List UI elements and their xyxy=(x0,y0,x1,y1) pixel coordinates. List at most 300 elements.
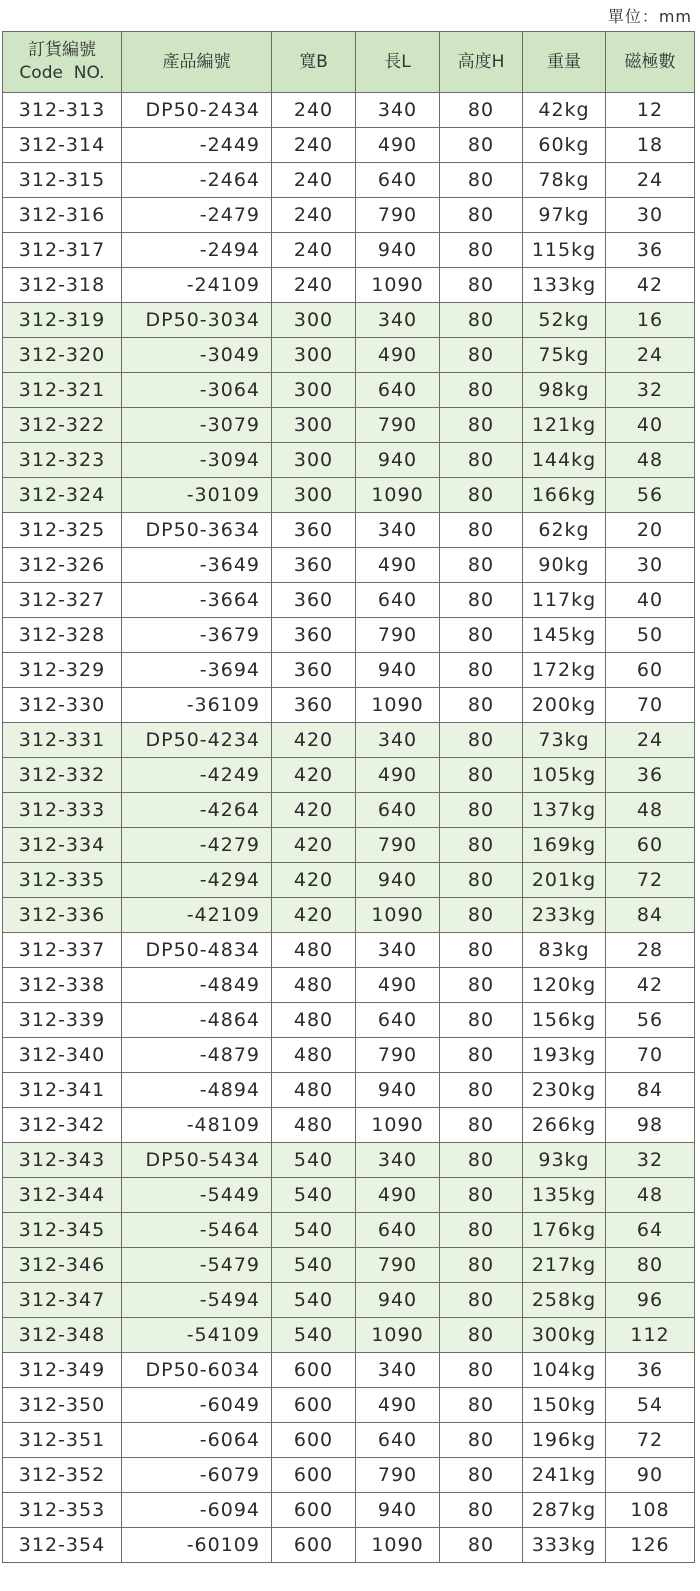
cell-code: 312-313 xyxy=(3,93,122,128)
cell-poles: 60 xyxy=(606,653,695,688)
cell-model: -4294 xyxy=(122,863,272,898)
cell-height: 80 xyxy=(440,1038,523,1073)
cell-weight: 233kg xyxy=(523,898,606,933)
cell-poles: 12 xyxy=(606,93,695,128)
cell-length: 340 xyxy=(356,303,440,338)
table-row xyxy=(3,618,695,653)
cell-weight: 98kg xyxy=(523,373,606,408)
cell-code: 312-326 xyxy=(3,548,122,583)
table-row xyxy=(3,478,695,513)
cell-weight: 287kg xyxy=(523,1493,606,1528)
cell-width: 240 xyxy=(272,128,356,163)
cell-height: 80 xyxy=(440,163,523,198)
cell-height: 80 xyxy=(440,968,523,1003)
cell-code: 312-316 xyxy=(3,198,122,233)
cell-length: 940 xyxy=(356,443,440,478)
cell-code: 312-340 xyxy=(3,1038,122,1073)
cell-code: 312-323 xyxy=(3,443,122,478)
cell-height: 80 xyxy=(440,1248,523,1283)
cell-code: 312-351 xyxy=(3,1423,122,1458)
cell-model: -6079 xyxy=(122,1458,272,1493)
cell-model: DP50-3034 xyxy=(122,303,272,338)
cell-width: 600 xyxy=(272,1423,356,1458)
cell-height: 80 xyxy=(440,198,523,233)
cell-model: -6094 xyxy=(122,1493,272,1528)
cell-poles: 80 xyxy=(606,1248,695,1283)
cell-poles: 24 xyxy=(606,163,695,198)
cell-code: 312-342 xyxy=(3,1108,122,1143)
cell-model: -30109 xyxy=(122,478,272,513)
table-body xyxy=(3,93,695,1563)
cell-length: 340 xyxy=(356,513,440,548)
cell-poles: 112 xyxy=(606,1318,695,1353)
cell-poles: 96 xyxy=(606,1283,695,1318)
table-row xyxy=(3,968,695,1003)
cell-code: 312-345 xyxy=(3,1213,122,1248)
cell-width: 480 xyxy=(272,968,356,1003)
cell-width: 360 xyxy=(272,653,356,688)
cell-length: 1090 xyxy=(356,1108,440,1143)
table-row xyxy=(3,723,695,758)
cell-length: 940 xyxy=(356,1493,440,1528)
cell-code: 312-347 xyxy=(3,1283,122,1318)
cell-model: -2449 xyxy=(122,128,272,163)
table-row xyxy=(3,863,695,898)
table-row xyxy=(3,198,695,233)
cell-weight: 115kg xyxy=(523,233,606,268)
cell-height: 80 xyxy=(440,268,523,303)
cell-poles: 30 xyxy=(606,198,695,233)
cell-width: 420 xyxy=(272,828,356,863)
table-row xyxy=(3,1528,695,1563)
table-row xyxy=(3,1493,695,1528)
cell-weight: 169kg xyxy=(523,828,606,863)
cell-model: -4249 xyxy=(122,758,272,793)
header-row xyxy=(3,32,695,93)
cell-width: 300 xyxy=(272,443,356,478)
cell-width: 540 xyxy=(272,1248,356,1283)
cell-height: 80 xyxy=(440,793,523,828)
cell-width: 540 xyxy=(272,1143,356,1178)
cell-model: -3064 xyxy=(122,373,272,408)
cell-weight: 73kg xyxy=(523,723,606,758)
cell-model: -36109 xyxy=(122,688,272,723)
cell-poles: 126 xyxy=(606,1528,695,1563)
cell-width: 420 xyxy=(272,758,356,793)
cell-poles: 70 xyxy=(606,688,695,723)
table-row xyxy=(3,1283,695,1318)
table-row xyxy=(3,548,695,583)
cell-length: 640 xyxy=(356,373,440,408)
cell-model: -60109 xyxy=(122,1528,272,1563)
cell-model: -48109 xyxy=(122,1108,272,1143)
cell-poles: 36 xyxy=(606,1353,695,1388)
cell-length: 640 xyxy=(356,1213,440,1248)
cell-weight: 196kg xyxy=(523,1423,606,1458)
cell-length: 940 xyxy=(356,1073,440,1108)
cell-code: 312-350 xyxy=(3,1388,122,1423)
cell-poles: 72 xyxy=(606,1423,695,1458)
cell-height: 80 xyxy=(440,1388,523,1423)
cell-width: 540 xyxy=(272,1318,356,1353)
cell-width: 240 xyxy=(272,198,356,233)
cell-code: 312-337 xyxy=(3,933,122,968)
table-row xyxy=(3,338,695,373)
cell-model: -5479 xyxy=(122,1248,272,1283)
cell-length: 640 xyxy=(356,793,440,828)
header-height: 高度H xyxy=(440,32,523,93)
cell-length: 640 xyxy=(356,163,440,198)
cell-code: 312-341 xyxy=(3,1073,122,1108)
cell-code: 312-335 xyxy=(3,863,122,898)
cell-weight: 117kg xyxy=(523,583,606,618)
cell-model: -6064 xyxy=(122,1423,272,1458)
cell-weight: 121kg xyxy=(523,408,606,443)
header-poles: 磁極數 xyxy=(606,32,695,93)
cell-poles: 60 xyxy=(606,828,695,863)
cell-poles: 90 xyxy=(606,1458,695,1493)
cell-height: 80 xyxy=(440,233,523,268)
cell-width: 240 xyxy=(272,93,356,128)
cell-weight: 75kg xyxy=(523,338,606,373)
cell-height: 80 xyxy=(440,1283,523,1318)
table-row xyxy=(3,898,695,933)
table-row xyxy=(3,1248,695,1283)
cell-width: 300 xyxy=(272,373,356,408)
cell-weight: 144kg xyxy=(523,443,606,478)
cell-height: 80 xyxy=(440,933,523,968)
cell-width: 360 xyxy=(272,513,356,548)
cell-weight: 62kg xyxy=(523,513,606,548)
cell-model: -4894 xyxy=(122,1073,272,1108)
cell-length: 1090 xyxy=(356,1528,440,1563)
header-code-en: Code NO. xyxy=(19,63,105,83)
cell-poles: 18 xyxy=(606,128,695,163)
cell-weight: 133kg xyxy=(523,268,606,303)
cell-height: 80 xyxy=(440,513,523,548)
cell-weight: 42kg xyxy=(523,93,606,128)
cell-model: -6049 xyxy=(122,1388,272,1423)
cell-width: 480 xyxy=(272,1073,356,1108)
cell-poles: 16 xyxy=(606,303,695,338)
header-model: 產品編號 xyxy=(122,32,272,93)
cell-width: 240 xyxy=(272,233,356,268)
cell-poles: 24 xyxy=(606,338,695,373)
cell-width: 600 xyxy=(272,1353,356,1388)
table-row xyxy=(3,688,695,723)
cell-code: 312-327 xyxy=(3,583,122,618)
cell-length: 340 xyxy=(356,93,440,128)
cell-poles: 40 xyxy=(606,583,695,618)
cell-length: 640 xyxy=(356,1423,440,1458)
cell-length: 490 xyxy=(356,968,440,1003)
cell-width: 240 xyxy=(272,163,356,198)
cell-code: 312-353 xyxy=(3,1493,122,1528)
cell-length: 1090 xyxy=(356,898,440,933)
cell-model: -2494 xyxy=(122,233,272,268)
cell-poles: 54 xyxy=(606,1388,695,1423)
cell-code: 312-317 xyxy=(3,233,122,268)
cell-poles: 40 xyxy=(606,408,695,443)
table-row xyxy=(3,373,695,408)
cell-length: 940 xyxy=(356,863,440,898)
cell-length: 790 xyxy=(356,828,440,863)
cell-width: 540 xyxy=(272,1283,356,1318)
cell-poles: 30 xyxy=(606,548,695,583)
cell-width: 540 xyxy=(272,1213,356,1248)
cell-poles: 70 xyxy=(606,1038,695,1073)
cell-code: 312-314 xyxy=(3,128,122,163)
cell-length: 340 xyxy=(356,933,440,968)
cell-model: -3694 xyxy=(122,653,272,688)
cell-height: 80 xyxy=(440,758,523,793)
cell-weight: 217kg xyxy=(523,1248,606,1283)
cell-model: -3049 xyxy=(122,338,272,373)
cell-width: 360 xyxy=(272,583,356,618)
unit-label: 單位：mm xyxy=(607,7,692,26)
table-row xyxy=(3,513,695,548)
cell-code: 312-329 xyxy=(3,653,122,688)
cell-model: DP50-4234 xyxy=(122,723,272,758)
cell-code: 312-320 xyxy=(3,338,122,373)
cell-model: -24109 xyxy=(122,268,272,303)
cell-model: -5494 xyxy=(122,1283,272,1318)
cell-length: 790 xyxy=(356,618,440,653)
cell-poles: 50 xyxy=(606,618,695,653)
cell-poles: 64 xyxy=(606,1213,695,1248)
table-row xyxy=(3,128,695,163)
cell-code: 312-336 xyxy=(3,898,122,933)
cell-code: 312-324 xyxy=(3,478,122,513)
cell-code: 312-339 xyxy=(3,1003,122,1038)
cell-code: 312-322 xyxy=(3,408,122,443)
cell-height: 80 xyxy=(440,723,523,758)
cell-weight: 333kg xyxy=(523,1528,606,1563)
table-row xyxy=(3,1038,695,1073)
cell-length: 790 xyxy=(356,198,440,233)
cell-code: 312-315 xyxy=(3,163,122,198)
table-row xyxy=(3,583,695,618)
cell-poles: 84 xyxy=(606,1073,695,1108)
cell-width: 420 xyxy=(272,793,356,828)
cell-poles: 24 xyxy=(606,723,695,758)
cell-model: -4279 xyxy=(122,828,272,863)
cell-length: 340 xyxy=(356,1353,440,1388)
cell-weight: 83kg xyxy=(523,933,606,968)
cell-code: 312-354 xyxy=(3,1528,122,1563)
cell-width: 420 xyxy=(272,723,356,758)
table-header xyxy=(3,32,695,93)
cell-code: 312-321 xyxy=(3,373,122,408)
cell-length: 640 xyxy=(356,583,440,618)
cell-length: 790 xyxy=(356,408,440,443)
cell-code: 312-328 xyxy=(3,618,122,653)
cell-height: 80 xyxy=(440,303,523,338)
cell-poles: 48 xyxy=(606,443,695,478)
table-row xyxy=(3,163,695,198)
cell-poles: 72 xyxy=(606,863,695,898)
cell-width: 360 xyxy=(272,548,356,583)
cell-width: 420 xyxy=(272,863,356,898)
cell-model: -54109 xyxy=(122,1318,272,1353)
cell-width: 600 xyxy=(272,1493,356,1528)
cell-length: 790 xyxy=(356,1038,440,1073)
cell-height: 80 xyxy=(440,898,523,933)
cell-model: -5449 xyxy=(122,1178,272,1213)
cell-poles: 48 xyxy=(606,1178,695,1213)
table-row xyxy=(3,1213,695,1248)
cell-model: -3664 xyxy=(122,583,272,618)
cell-height: 80 xyxy=(440,338,523,373)
table-row xyxy=(3,1318,695,1353)
cell-weight: 176kg xyxy=(523,1213,606,1248)
cell-height: 80 xyxy=(440,478,523,513)
cell-length: 1090 xyxy=(356,478,440,513)
header-weight: 重量 xyxy=(523,32,606,93)
cell-width: 600 xyxy=(272,1458,356,1493)
cell-weight: 230kg xyxy=(523,1073,606,1108)
cell-width: 360 xyxy=(272,688,356,723)
cell-height: 80 xyxy=(440,863,523,898)
cell-weight: 150kg xyxy=(523,1388,606,1423)
cell-height: 80 xyxy=(440,1003,523,1038)
cell-length: 490 xyxy=(356,1388,440,1423)
table-row xyxy=(3,758,695,793)
cell-weight: 156kg xyxy=(523,1003,606,1038)
cell-height: 80 xyxy=(440,583,523,618)
cell-code: 312-352 xyxy=(3,1458,122,1493)
table-row xyxy=(3,1458,695,1493)
cell-weight: 90kg xyxy=(523,548,606,583)
cell-poles: 32 xyxy=(606,373,695,408)
cell-model: -4264 xyxy=(122,793,272,828)
cell-model: DP50-6034 xyxy=(122,1353,272,1388)
cell-weight: 93kg xyxy=(523,1143,606,1178)
table-row xyxy=(3,93,695,128)
cell-poles: 36 xyxy=(606,758,695,793)
cell-poles: 56 xyxy=(606,478,695,513)
cell-weight: 104kg xyxy=(523,1353,606,1388)
cell-model: -2464 xyxy=(122,163,272,198)
cell-length: 640 xyxy=(356,1003,440,1038)
cell-code: 312-319 xyxy=(3,303,122,338)
cell-height: 80 xyxy=(440,408,523,443)
cell-height: 80 xyxy=(440,1073,523,1108)
cell-code: 312-334 xyxy=(3,828,122,863)
cell-length: 340 xyxy=(356,1143,440,1178)
cell-length: 490 xyxy=(356,548,440,583)
cell-width: 480 xyxy=(272,933,356,968)
table-row xyxy=(3,233,695,268)
cell-width: 300 xyxy=(272,338,356,373)
cell-length: 490 xyxy=(356,338,440,373)
table-row xyxy=(3,828,695,863)
cell-code: 312-325 xyxy=(3,513,122,548)
cell-weight: 200kg xyxy=(523,688,606,723)
cell-height: 80 xyxy=(440,1528,523,1563)
cell-code: 312-348 xyxy=(3,1318,122,1353)
cell-code: 312-330 xyxy=(3,688,122,723)
table-row xyxy=(3,933,695,968)
cell-code: 312-318 xyxy=(3,268,122,303)
cell-poles: 20 xyxy=(606,513,695,548)
cell-length: 490 xyxy=(356,1178,440,1213)
cell-model: -4849 xyxy=(122,968,272,1003)
cell-width: 540 xyxy=(272,1178,356,1213)
cell-width: 300 xyxy=(272,303,356,338)
cell-width: 240 xyxy=(272,268,356,303)
cell-weight: 78kg xyxy=(523,163,606,198)
cell-poles: 56 xyxy=(606,1003,695,1038)
cell-weight: 258kg xyxy=(523,1283,606,1318)
cell-weight: 172kg xyxy=(523,653,606,688)
cell-model: -3079 xyxy=(122,408,272,443)
table-row xyxy=(3,1178,695,1213)
header-width: 寬B xyxy=(272,32,356,93)
product-spec-table xyxy=(2,31,695,1563)
cell-width: 600 xyxy=(272,1528,356,1563)
cell-height: 80 xyxy=(440,1493,523,1528)
cell-height: 80 xyxy=(440,618,523,653)
cell-poles: 84 xyxy=(606,898,695,933)
cell-height: 80 xyxy=(440,1423,523,1458)
cell-weight: 300kg xyxy=(523,1318,606,1353)
cell-height: 80 xyxy=(440,1353,523,1388)
cell-model: -3649 xyxy=(122,548,272,583)
cell-model: DP50-3634 xyxy=(122,513,272,548)
cell-code: 312-343 xyxy=(3,1143,122,1178)
table-row xyxy=(3,1353,695,1388)
cell-code: 312-346 xyxy=(3,1248,122,1283)
cell-width: 480 xyxy=(272,1038,356,1073)
cell-width: 600 xyxy=(272,1388,356,1423)
cell-length: 1090 xyxy=(356,688,440,723)
cell-length: 940 xyxy=(356,233,440,268)
cell-model: -3679 xyxy=(122,618,272,653)
cell-poles: 42 xyxy=(606,968,695,1003)
header-code-cn: 訂貨編號 xyxy=(28,40,96,60)
table-row xyxy=(3,1143,695,1178)
cell-weight: 266kg xyxy=(523,1108,606,1143)
table-row xyxy=(3,408,695,443)
table-row xyxy=(3,653,695,688)
cell-width: 480 xyxy=(272,1108,356,1143)
cell-weight: 105kg xyxy=(523,758,606,793)
cell-width: 480 xyxy=(272,1003,356,1038)
cell-length: 790 xyxy=(356,1248,440,1283)
table-row xyxy=(3,1388,695,1423)
cell-height: 80 xyxy=(440,688,523,723)
table-row xyxy=(3,1108,695,1143)
cell-poles: 32 xyxy=(606,1143,695,1178)
cell-weight: 193kg xyxy=(523,1038,606,1073)
cell-height: 80 xyxy=(440,1458,523,1493)
cell-height: 80 xyxy=(440,828,523,863)
cell-weight: 52kg xyxy=(523,303,606,338)
cell-length: 1090 xyxy=(356,1318,440,1353)
cell-weight: 135kg xyxy=(523,1178,606,1213)
cell-weight: 201kg xyxy=(523,863,606,898)
cell-height: 80 xyxy=(440,93,523,128)
cell-height: 80 xyxy=(440,1318,523,1353)
cell-poles: 108 xyxy=(606,1493,695,1528)
cell-model: -2479 xyxy=(122,198,272,233)
table-row xyxy=(3,268,695,303)
cell-poles: 28 xyxy=(606,933,695,968)
cell-weight: 97kg xyxy=(523,198,606,233)
cell-height: 80 xyxy=(440,128,523,163)
cell-length: 490 xyxy=(356,758,440,793)
